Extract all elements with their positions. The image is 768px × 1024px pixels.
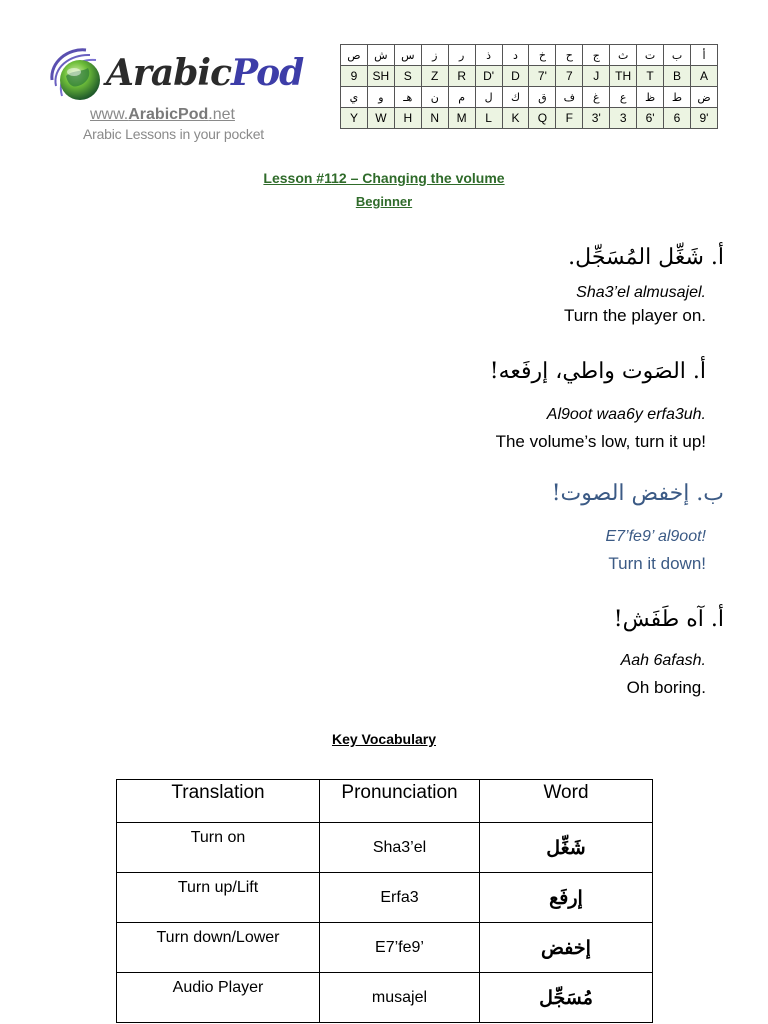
letter-cell: ش [367, 45, 394, 66]
letter-cell: H [394, 108, 421, 129]
letter-cell: F [556, 108, 583, 129]
arabic-text: أ. الصَوت واطي، إرفَعه! [489, 359, 706, 384]
pronunciation-cell: musajel [320, 973, 480, 1023]
letter-cell: غ [583, 87, 610, 108]
alphabet-row-arabic [341, 45, 718, 66]
letter-cell: Q [529, 108, 556, 129]
vocab-row [117, 973, 653, 1023]
letter-cell: 6' [637, 108, 664, 129]
english-translation: Turn the player on. [563, 306, 706, 325]
arabic-text: ب. إخفض الصوت! [551, 481, 724, 506]
letter-cell: و [367, 87, 394, 108]
english-translation: Oh boring. [626, 678, 706, 697]
letter-cell: د [502, 45, 529, 66]
letter-cell: S [394, 66, 421, 87]
alphabet-row-latin [341, 66, 718, 87]
letter-cell: ذ [475, 45, 502, 66]
letter-cell: SH [367, 66, 394, 87]
letter-cell: م [448, 87, 475, 108]
letter-cell: ل [475, 87, 502, 108]
letter-cell: ف [556, 87, 583, 108]
arabicpod-logo [42, 38, 302, 148]
translation-cell: Turn down/Lower [117, 923, 320, 973]
letter-cell: W [367, 108, 394, 129]
letter-cell: ك [502, 87, 529, 108]
letter-cell: ب [664, 45, 691, 66]
letter-cell: J [583, 66, 610, 87]
vocab-row [117, 823, 653, 873]
letter-cell: Y [341, 108, 368, 129]
pronunciation-cell: Sha3’el [320, 823, 480, 873]
letter-cell: 7' [529, 66, 556, 87]
site-url[interactable]: www.ArabicPod.net [90, 106, 235, 123]
letter-cell: TH [610, 66, 637, 87]
english-translation: Turn it down! [608, 554, 706, 573]
translation-cell: Turn on [117, 823, 320, 873]
letter-cell: خ [529, 45, 556, 66]
arabic-text: أ. شَغِّل المُسَجِّل. [568, 245, 724, 270]
letter-cell: ث [610, 45, 637, 66]
letter-cell: Z [421, 66, 448, 87]
letter-cell: هـ [394, 87, 421, 108]
letter-cell: D' [475, 66, 502, 87]
dialogue-line [104, 352, 724, 454]
arabic-text: أ. آه طَفَش! [613, 607, 724, 632]
globe-icon [48, 46, 108, 106]
dialogue-line [104, 474, 724, 576]
transliteration: E7’fe9’ al9oot! [605, 528, 706, 545]
letter-cell: M [448, 108, 475, 129]
letter-cell: ت [637, 45, 664, 66]
tagline: Arabic Lessons in your pocket [83, 126, 264, 142]
vocab-header-row [117, 780, 653, 823]
transliteration: Al9oot waa6y erfa3uh. [546, 406, 706, 423]
letter-cell: T [637, 66, 664, 87]
vocab-row [117, 873, 653, 923]
letter-cell: N [421, 108, 448, 129]
letter-cell: 9 [341, 66, 368, 87]
letter-cell: ج [583, 45, 610, 66]
dialogue-line [104, 238, 724, 328]
letter-cell: ض [690, 87, 717, 108]
word-cell: إخفض [480, 923, 653, 973]
letter-cell: ر [448, 45, 475, 66]
vocab-table [116, 779, 653, 1023]
word-cell: مُسَجِّل [480, 973, 653, 1023]
letter-cell: ي [341, 87, 368, 108]
transliteration: Aah 6afash. [620, 652, 706, 669]
letter-cell: ع [610, 87, 637, 108]
letter-cell: R [448, 66, 475, 87]
col-header-pronunciation: Pronunciation [320, 780, 480, 823]
letter-cell: ص [341, 45, 368, 66]
brand-name: ArabicPod [106, 52, 304, 94]
letter-cell: ح [556, 45, 583, 66]
letter-cell: أ [690, 45, 717, 66]
letter-cell: K [502, 108, 529, 129]
pronunciation-cell: E7’fe9’ [320, 923, 480, 973]
word-cell: إرفَع [480, 873, 653, 923]
translation-cell: Turn up/Lift [117, 873, 320, 923]
letter-cell: ظ [637, 87, 664, 108]
letter-cell: 3 [610, 108, 637, 129]
letter-cell: D [502, 66, 529, 87]
letter-cell: B [664, 66, 691, 87]
letter-cell: س [394, 45, 421, 66]
letter-cell: ن [421, 87, 448, 108]
letter-cell: L [475, 108, 502, 129]
letter-cell: ق [529, 87, 556, 108]
letter-cell: ز [421, 45, 448, 66]
pronunciation-cell: Erfa3 [320, 873, 480, 923]
transliteration: Sha3’el almusajel. [576, 284, 706, 301]
col-header-word: Word [480, 780, 653, 823]
english-translation: The volume’s low, turn it up! [495, 432, 706, 451]
alphabet-row-arabic [341, 87, 718, 108]
lesson-title: Lesson #112 – Changing the volume [263, 170, 505, 186]
col-header-translation: Translation [117, 780, 320, 823]
alphabet-table [340, 44, 718, 129]
word-cell: شَغِّل [480, 823, 653, 873]
vocab-title: Key Vocabulary [331, 731, 436, 747]
alphabet-row-latin [341, 108, 718, 129]
letter-cell: 9' [690, 108, 717, 129]
letter-cell: ط [664, 87, 691, 108]
letter-cell: A [690, 66, 717, 87]
letter-cell: 3' [583, 108, 610, 129]
letter-cell: 6 [664, 108, 691, 129]
vocab-row [117, 923, 653, 973]
translation-cell: Audio Player [117, 973, 320, 1023]
dialogue-line [104, 600, 724, 700]
letter-cell: 7 [556, 66, 583, 87]
lesson-level: Beginner [355, 194, 413, 209]
